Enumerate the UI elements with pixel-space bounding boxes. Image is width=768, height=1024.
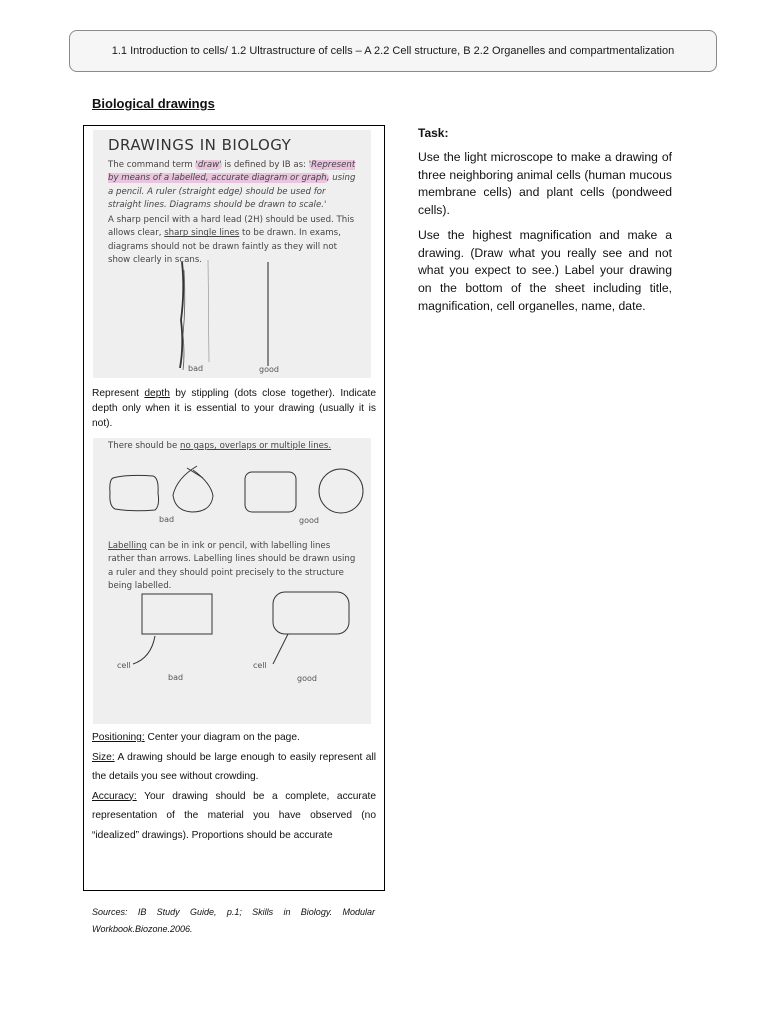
- line-examples-drawing: [93, 130, 371, 378]
- bad-caption: bad: [188, 364, 204, 373]
- task-section: [418, 126, 672, 322]
- good-caption: good: [259, 365, 279, 374]
- task-paragraph-2: Use the highest magnification and make a drawing. (Draw what you really see and not what you expect to see.) Label your drawing on the bottom of the sheet including title, magnification, cell organelles, name, date.: [418, 227, 672, 313]
- header-text: 1.1 Introduction to cells/ 1.2 Ultrastructure of cells – A 2.2 Cell structure, B 2.2 Organelles and compartmentalization: [111, 45, 675, 57]
- figure-title: DRAWINGS IN BIOLOGY: [108, 136, 292, 154]
- cell-label-good: cell: [253, 661, 267, 670]
- accuracy-rule: Accuracy: Your drawing should be a complete, accurate representation of the material you have observed (no “idealized” drawings). Proportions should be accurate: [92, 790, 376, 841]
- good-caption-shapes: good: [299, 516, 319, 525]
- figure-paragraph-1: The command term 'draw' is defined by IB as: 'Represent by means of a labelled, accurate diagram or graph, using a pencil. A ruler (straight edge) should be used for straight lines. Diagrams should be drawn to scale.': [108, 160, 356, 210]
- bad-caption-labelling: bad: [168, 673, 184, 682]
- bad-caption-shapes: bad: [159, 515, 175, 524]
- depth-paragraph: Represent depth by stippling (dots close together). Indicate depth only when it is essential to your drawing (usually it is not).: [92, 388, 376, 429]
- task-paragraph-1: Use the light microscope to make a drawing of three neighboring animal cells (human mucous membrane cells) and plant cells (pondweed cells).: [418, 150, 672, 218]
- positioning-rule: Positioning: Center your diagram on the page.: [92, 732, 300, 743]
- sources-note: Sources: IB Study Guide, p.1; Skills in Biology. Modular Workbook.Biozone.2006.: [92, 907, 375, 934]
- size-rule: Size: A drawing should be large enough to easily represent all the details you see without crowding.: [92, 751, 376, 782]
- figure-paragraph-2: A sharp pencil with a hard lead (2H) should be used. This allows clear, sharp single lines to be drawn. In exams, diagrams should not be drawn faintly as they will not show clearly in scans.: [108, 215, 355, 265]
- labelling-paragraph: Labelling can be in ink or pencil, with labelling lines rather than arrows. Labelling lines should be drawn using a ruler and they should point precisely to the structure being labelled.: [108, 541, 356, 591]
- good-caption-labelling: good: [297, 674, 317, 683]
- section-title: Biological drawings: [92, 96, 215, 111]
- task-title: Task:: [418, 126, 449, 140]
- header-box: [69, 30, 717, 72]
- rules-paragraph: [92, 728, 376, 845]
- cell-label-bad: cell: [117, 661, 131, 670]
- left-panel: [83, 125, 385, 891]
- figure-lines-and-labelling: [93, 438, 371, 724]
- figure2-line1: There should be no gaps, overlaps or multiple lines.: [108, 441, 332, 451]
- figure-drawings-in-biology: [93, 130, 371, 378]
